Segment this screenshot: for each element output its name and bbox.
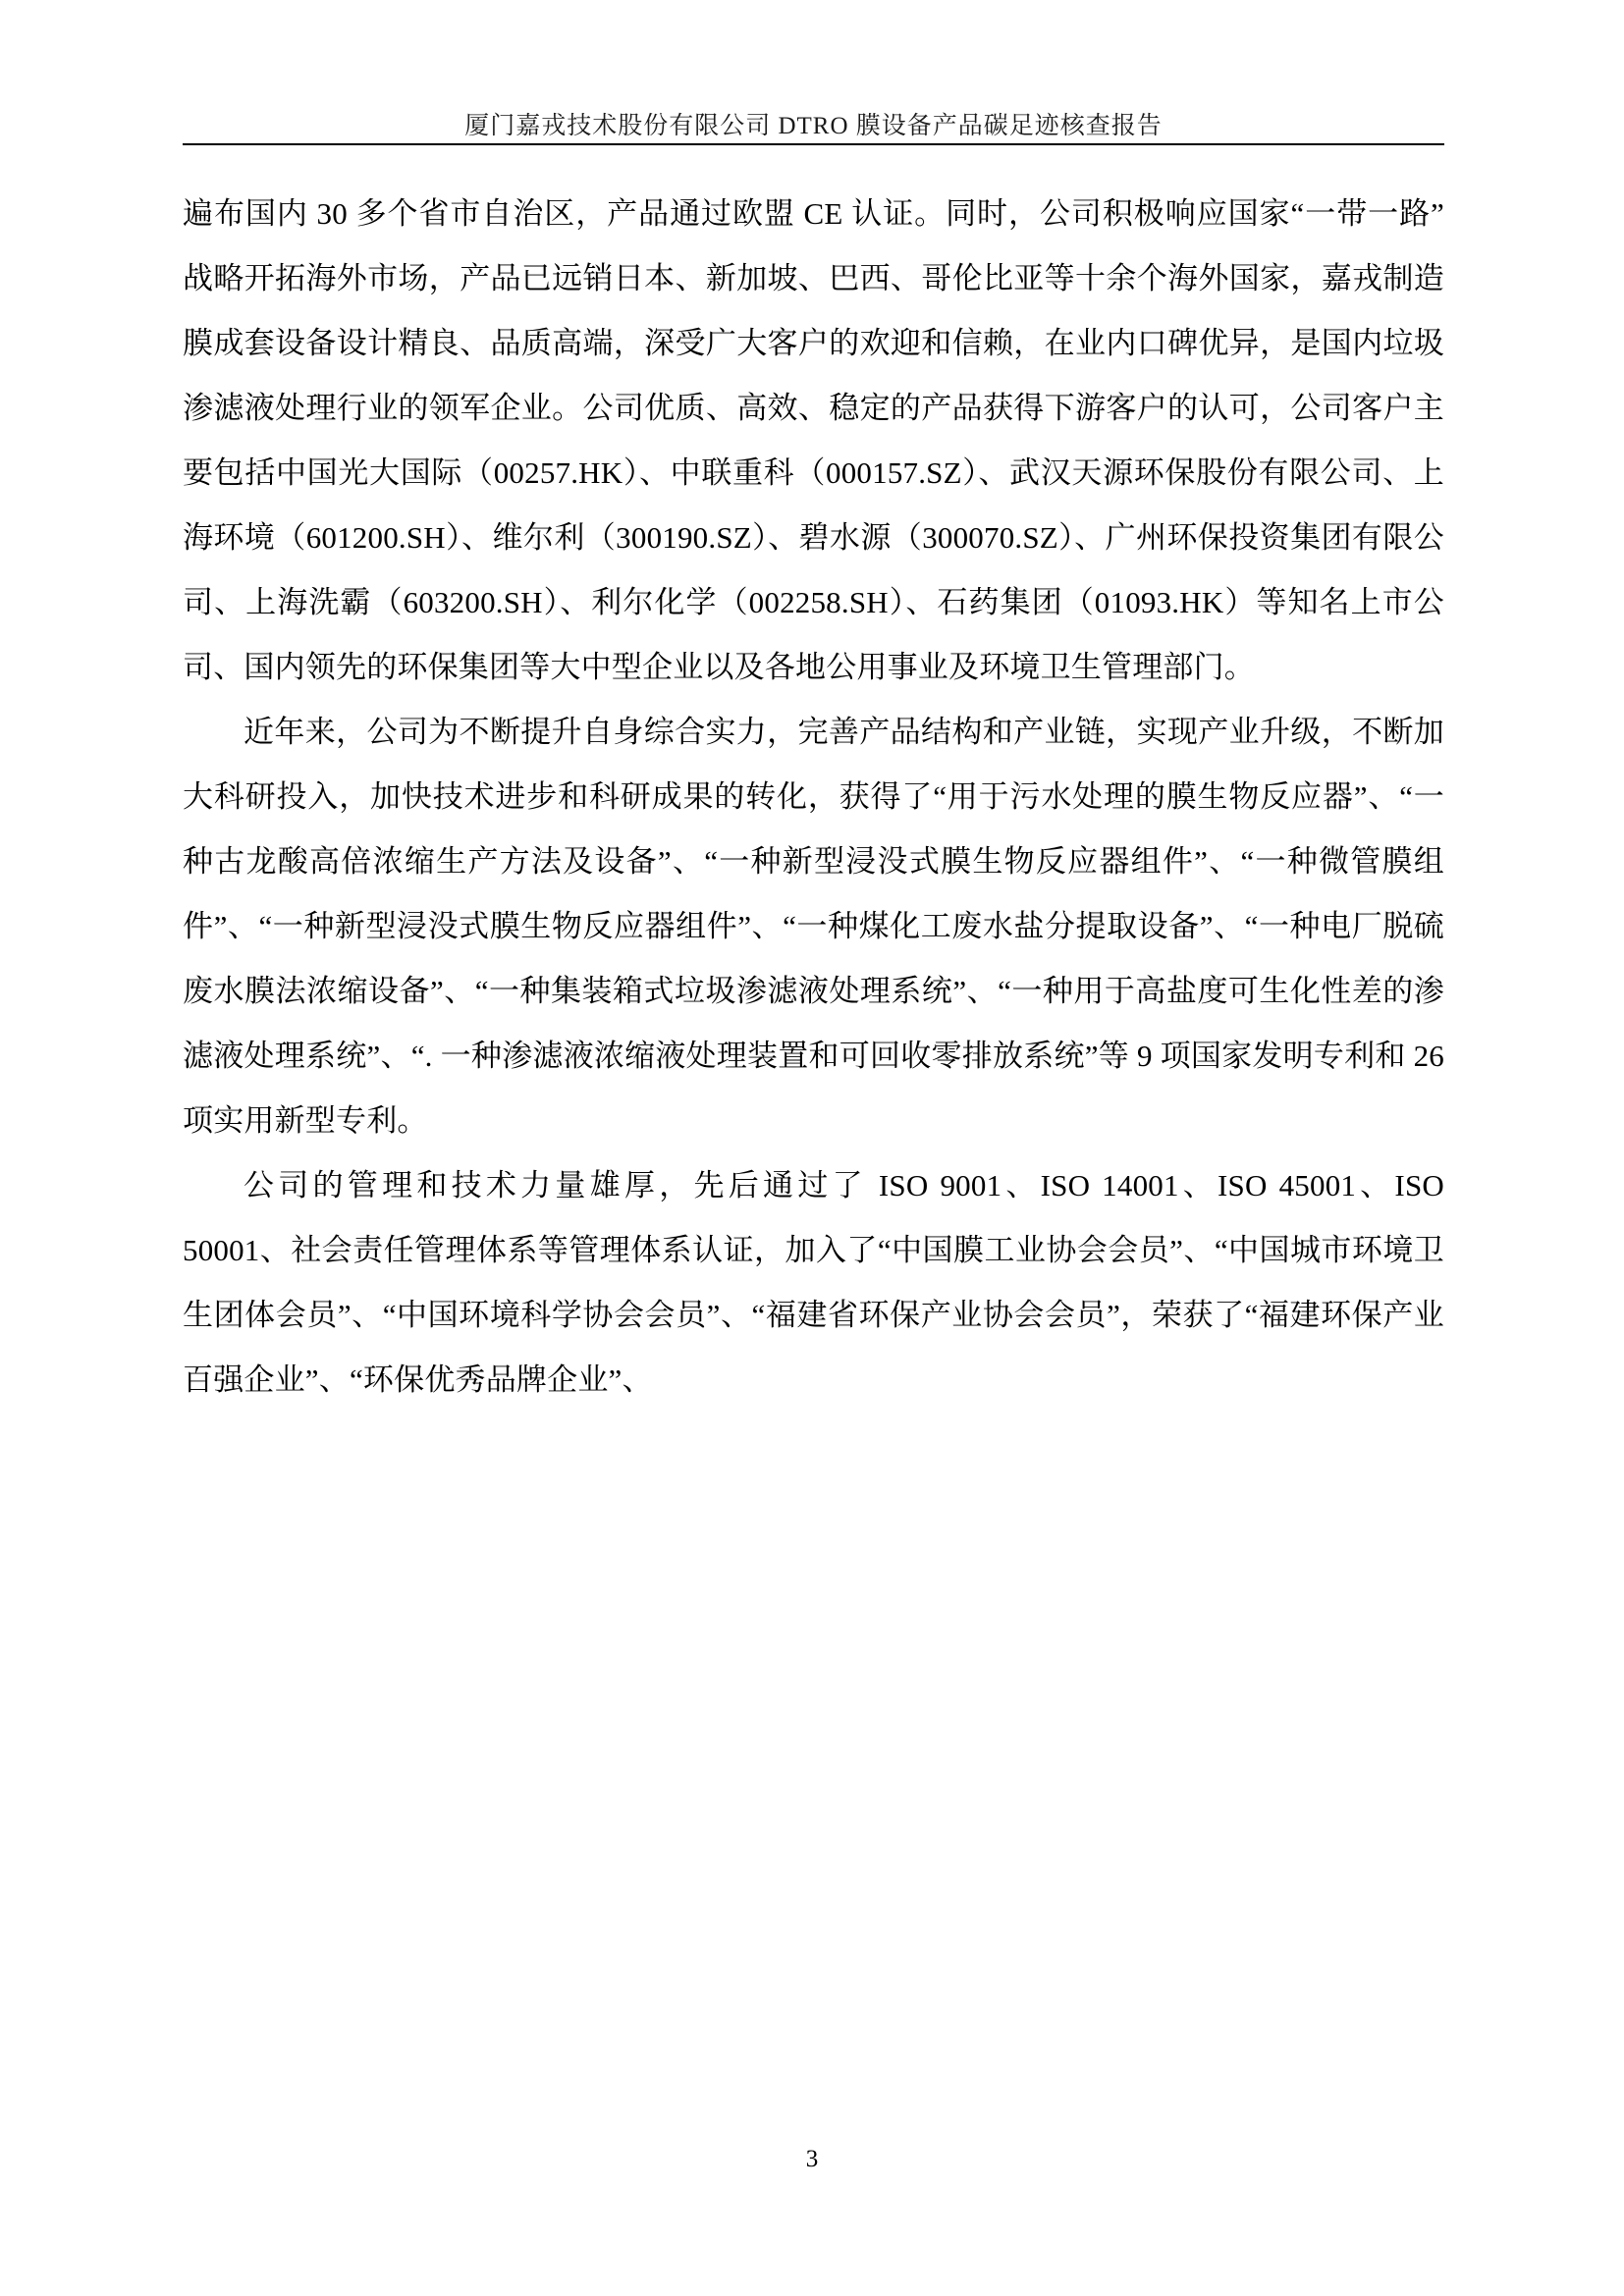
paragraph-2: 近年来，公司为不断提升自身综合实力，完善产品结构和产业链，实现产业升级，不断加大科研投入，加快技术进步和科研成果的转化，获得了“用于污水处理的膜生物反应器”、“一种古龙酸高倍浓缩生产方法及设备”、“一种新型浸没式膜生物反应器组件”、“一种微管膜组件”、“一种新型浸没式膜生物反应器组件”、“一种煤化工废水盐分提取设备”、“一种电厂脱硫废水膜法浓缩设备”、“一种集装箱式垃圾渗滤液处理系统”、“一种用于高盐度可生化性差的渗滤液处理系统”、“. 一种渗滤液浓缩液处理装置和可回收零排放系统”等 9 项国家发明专利和 26 项实用新型专利。 (183, 715, 1444, 1138)
page-number: 3 (805, 2146, 819, 2172)
page-content (183, 182, 1444, 1413)
paragraph-3: 公司的管理和技术力量雄厚，先后通过了 ISO 9001、ISO 14001、ISO 45001、ISO 50001、社会责任管理体系等管理体系认证，加入了“中国膜工业协会会员”、“中国城市环境卫生团体会员”、“中国环境科学协会会员”、“福建省环保产业协会会员”，荣获了“福建环保产业百强企业”、“环保优秀品牌企业”、 (183, 1168, 1444, 1397)
header-divider (183, 143, 1444, 145)
page-header-title: 厦门嘉戎技术股份有限公司 DTRO 膜设备产品碳足迹核查报告 (464, 113, 1163, 139)
paragraph-1: 遍布国内 30 多个省市自治区，产品通过欧盟 CE 认证。同时，公司积极响应国家“一带一路”战略开拓海外市场，产品已远销日本、新加坡、巴西、哥伦比亚等十余个海外国家，嘉戎制造膜成套设备设计精良、品质高端，深受广大客户的欢迎和信赖，在业内口碑优异，是国内垃圾渗滤液处理行业的领军企业。公司优质、高效、稳定的产品获得下游客户的认可，公司客户主要包括中国光大国际（00257.HK）、中联重科（000157.SZ）、武汉天源环保股份有限公司、上海环境（601200.SH）、维尔利（300190.SZ）、碧水源（300070.SZ）、广州环保投资集团有限公司、上海洗霸（603200.SH）、利尔化学（002258.SH）、石药集团（01093.HK）等知名上市公司、国内领先的环保集团等大中型企业以及各地公用事业及环境卫生管理部门。 (183, 196, 1444, 684)
